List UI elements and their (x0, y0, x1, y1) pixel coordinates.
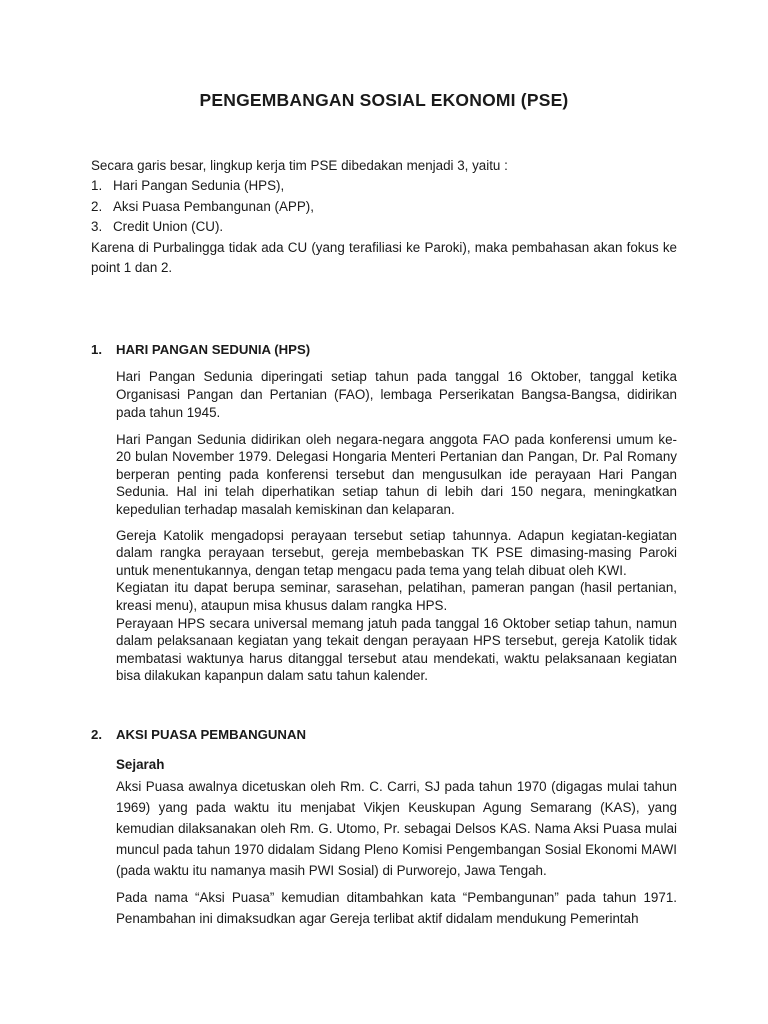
list-number: 2. (91, 198, 103, 214)
paragraph: Perayaan HPS secara universal memang jatuh pada tanggal 16 Oktober setiap tahun, namun dalam pelaksanaan kegiatan yang tekait dengan perayaan HPS tersebut, gereja Katolik tidak membatasi waktunya harus ditanggal tersebut atau mendekati, waktu pelaksanaan kegiatan bisa dilakukan kapanpun dalam satu tahun kalender. (116, 615, 677, 684)
paragraph: Pada nama “Aksi Puasa” kemudian ditambahkan kata “Pembangunan” pada tahun 1971. Penambahan ini dimaksudkan agar Gereja terlibat aktif didalam mendukung Pemerintah (116, 890, 677, 926)
intro-block (91, 156, 677, 278)
list-text: Aksi Puasa Pembangunan (APP), (113, 198, 314, 214)
list-number: 1. (91, 178, 103, 194)
section-heading-hps (91, 342, 310, 357)
paragraph: Aksi Puasa awalnya dicetuskan oleh Rm. C. Carri, SJ pada tahun 1970 (digagas mulai tahun 1969) yang pada waktu itu menjabat Vikjen Keuskupan Agung Semarang (KAS), yang kemudian dilaksanakan oleh Rm. G. Utomo, Pr. sebagai Delsos KAS. Nama Aksi Puasa mulai muncul pada tahun 1970 didalam Sidang Pleno Komisi Pengembangan Sosial Ekonomi MAWI (pada waktu itu namanya masih PWI Sosial) di Purworejo, Jawa Tengah. (116, 779, 677, 878)
paragraph: Hari Pangan Sedunia diperingati setiap tahun pada tanggal 16 Oktober, tanggal ketika Organisasi Pangan dan Pertanian (FAO), lembaga Perserikatan Bangsa-Bangsa, didirikan pada tahun 1945. (116, 369, 677, 421)
section-body-app (116, 755, 677, 929)
list-item (91, 197, 677, 217)
list-number: 3. (91, 219, 103, 235)
section-number: 2. (91, 727, 102, 742)
intro-note: Karena di Purbalingga tidak ada CU (yang terafiliasi ke Paroki), maka pembahasan akan fokus ke point 1 dan 2. (91, 239, 677, 276)
section-title: AKSI PUASA PEMBANGUNAN (116, 727, 307, 742)
section-body-hps (116, 368, 677, 685)
subheading-sejarah: Sejarah (116, 757, 165, 772)
scope-list (91, 176, 677, 237)
section-title: HARI PANGAN SEDUNIA (HPS) (116, 342, 311, 357)
section-number: 1. (91, 342, 102, 357)
paragraph: Gereja Katolik mengadopsi perayaan tersebut setiap tahunnya. Adapun kegiatan-kegiatan dalam rangka perayaan tersebut, gereja membebaskan TK PSE dimasing-masing Paroki untuk menentukannya, dengan tetap mengacu pada tema yang telah dibuat oleh KWI. (116, 527, 677, 578)
document-title: PENGEMBANGAN SOSIAL EKONOMI (PSE) (199, 90, 569, 110)
list-text: Hari Pangan Sedunia (HPS), (113, 178, 285, 194)
intro-lead: Secara garis besar, lingkup kerja tim PSE dibedakan menjadi 3, yaitu : (91, 158, 508, 173)
section-heading-app (91, 727, 306, 742)
list-text: Credit Union (CU). (113, 219, 224, 235)
list-item (91, 176, 677, 196)
paragraph: Kegiatan itu dapat berupa seminar, sarasehan, pelatihan, pameran pangan (hasil pertanian, kreasi menu), ataupun misa khusus dalam rangka HPS. (116, 580, 677, 613)
paragraph: Hari Pangan Sedunia didirikan oleh negara-negara anggota FAO pada konferensi umum ke-20 bulan November 1979. Delegasi Hongaria Menteri Pertanian dan Pangan, Dr. Pal Romany berperan penting pada konferensi tersebut dan mengusulkan ide perayaan Hari Pangan Sedunia. Hal ini telah diperhatikan setiap tahun di lebih dari 150 negara, meningkatkan kepedulian terhadap masalah kemiskinan dan kelaparan. (116, 431, 677, 517)
list-item (91, 217, 677, 237)
